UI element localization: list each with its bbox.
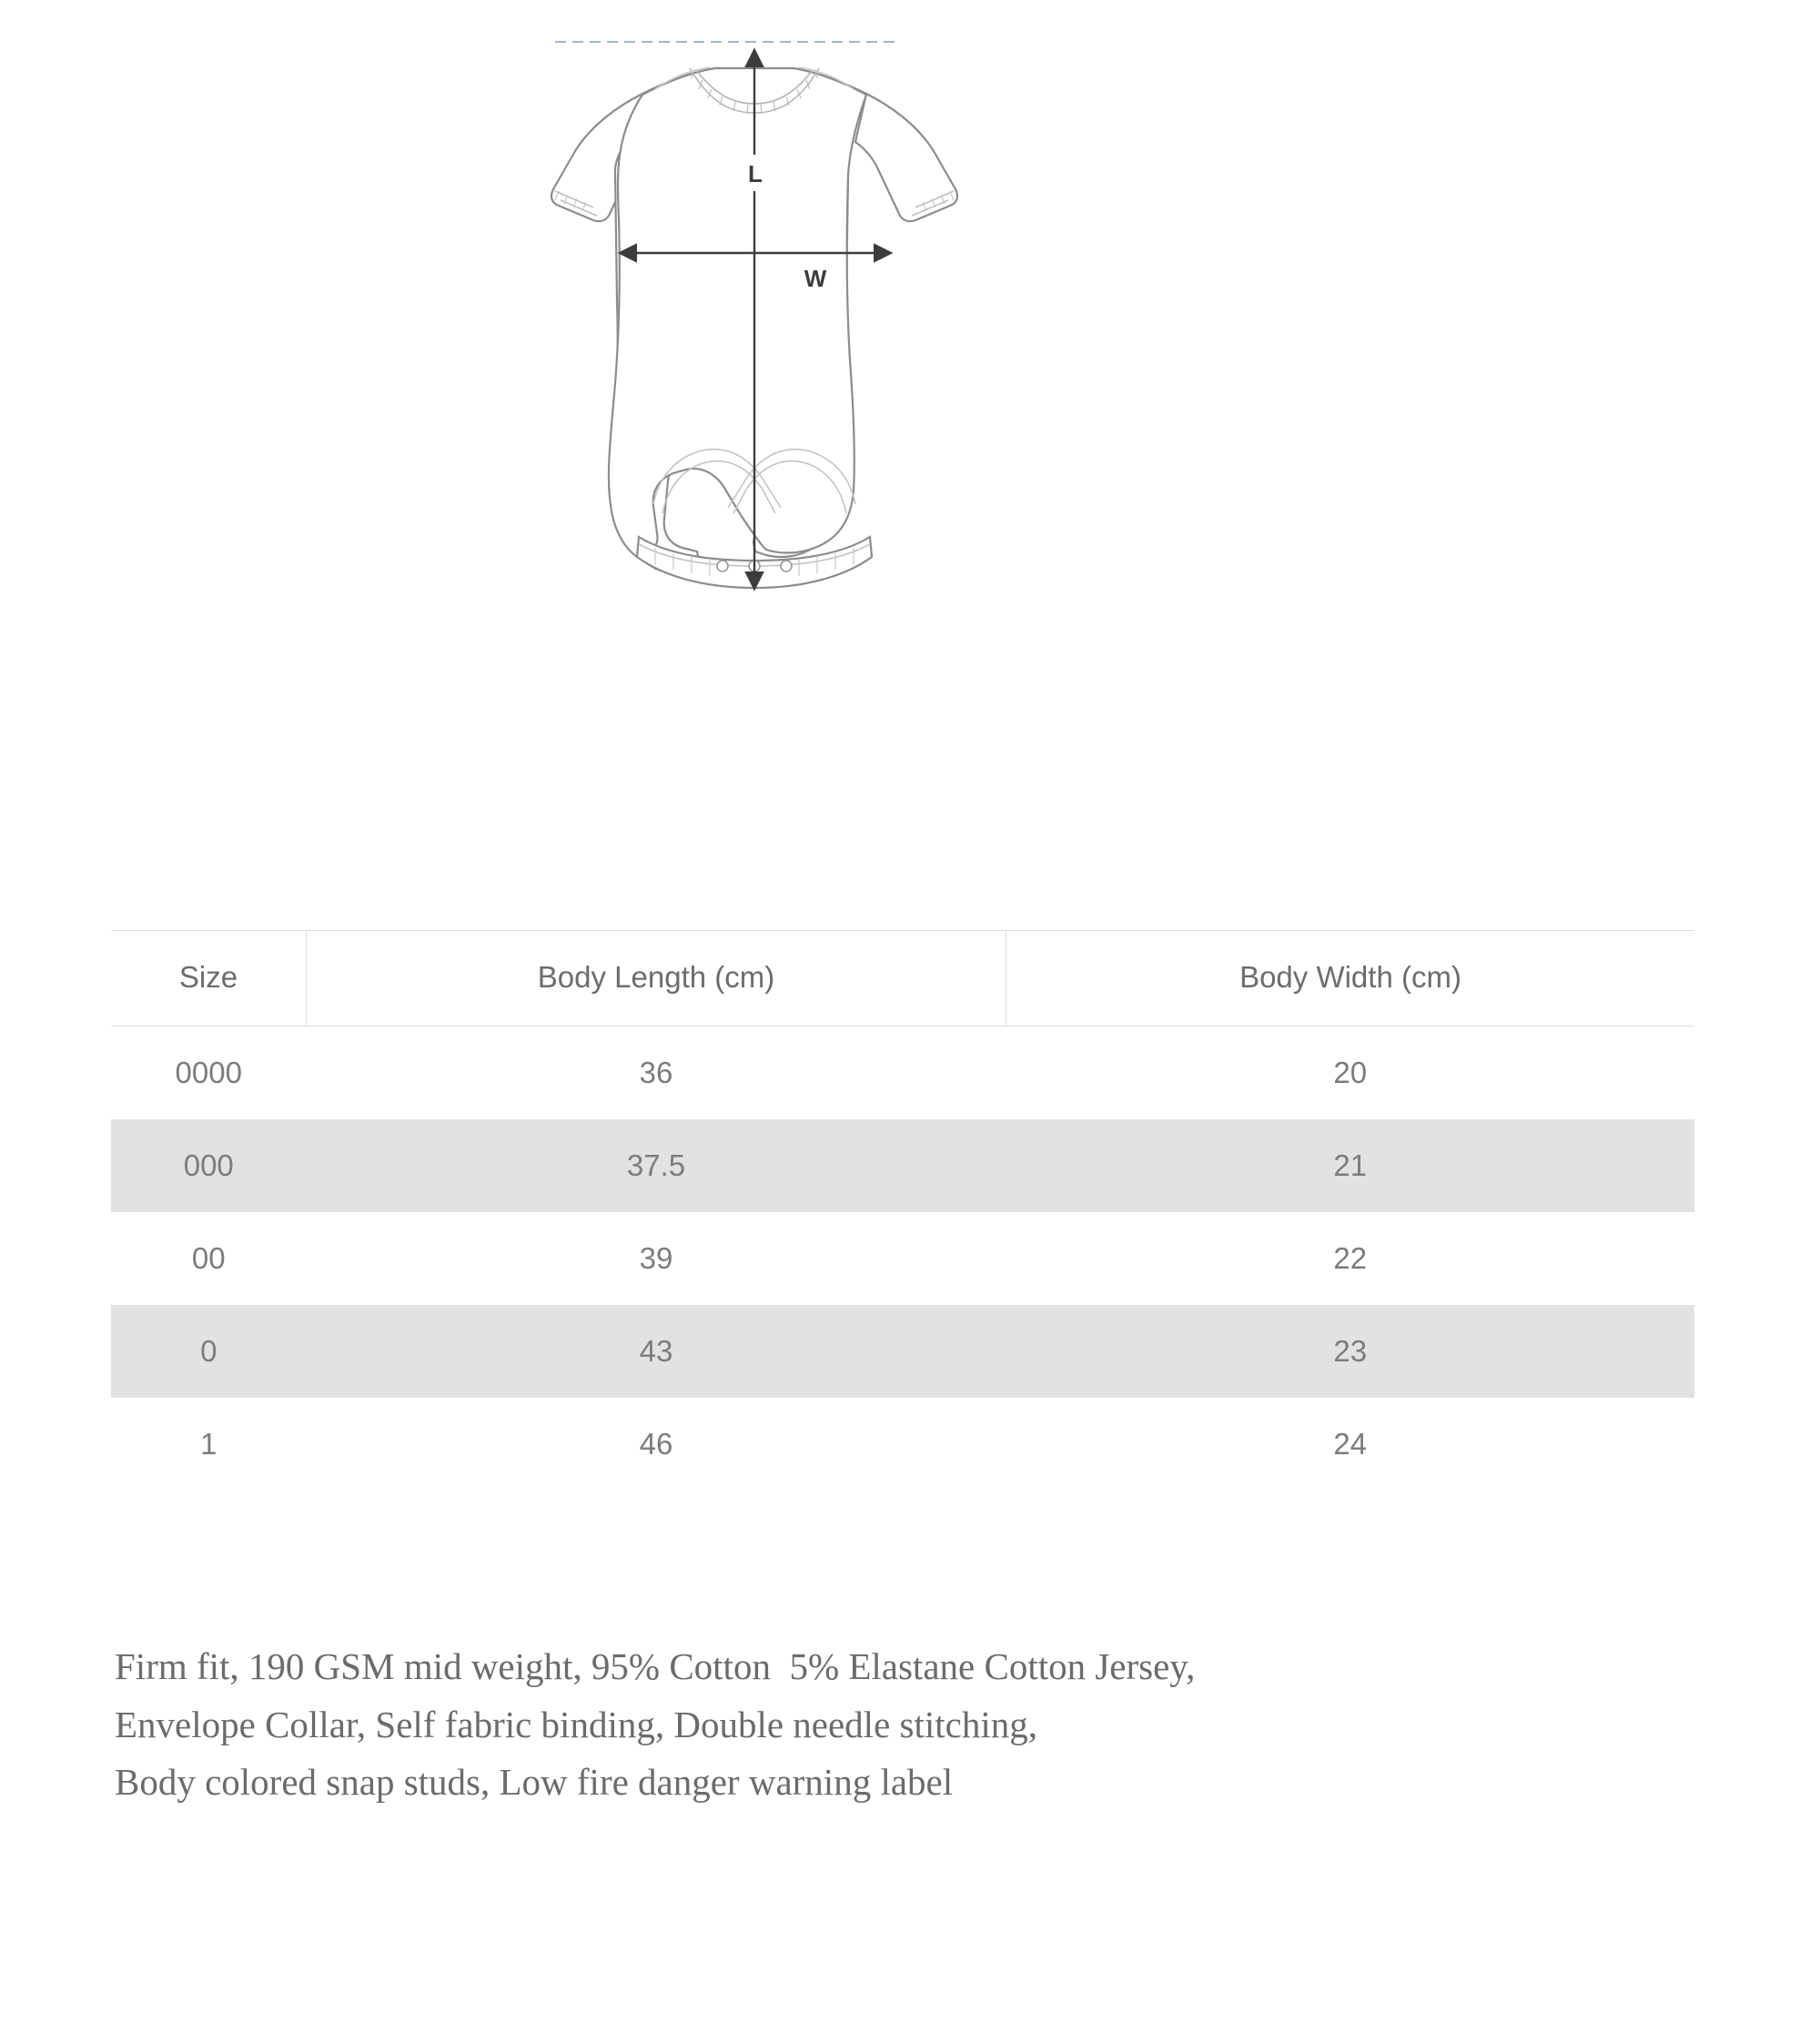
description-line-1: Firm fit, 190 GSM mid weight, 95% Cotton 5% Elastane Cotton Jersey,: [115, 1645, 1196, 1687]
cell-size: 1: [200, 1427, 217, 1461]
description-line-3: Body colored snap studs, Low fire danger warning label: [115, 1761, 954, 1804]
table-body: [111, 1027, 1694, 1492]
cell-size: 000: [111, 1119, 307, 1212]
cell-body-length: 43: [307, 1305, 1006, 1398]
cell-size: 00: [191, 1241, 226, 1275]
table-row: [111, 1398, 1694, 1491]
cell-body-width: 23: [1006, 1305, 1695, 1398]
product-description: [115, 1638, 1716, 1812]
cell-body-width: 20: [1333, 1056, 1368, 1089]
cell-body-length: 37.5: [307, 1119, 1006, 1212]
table-row: [111, 1305, 1694, 1398]
cell-body-length: 46: [639, 1427, 673, 1461]
bodysuit-illustration: [537, 27, 1283, 810]
garment-diagram: [0, 0, 1820, 819]
length-label: L: [748, 160, 763, 187]
column-header-body-length: Body Length (cm): [307, 931, 1006, 1027]
cell-size: 0000: [175, 1056, 242, 1089]
description-line-2: Envelope Collar, Self fabric binding, Double needle stitching,: [115, 1703, 1037, 1745]
table-header: [111, 931, 1694, 1027]
table-row: [111, 1212, 1694, 1305]
cell-size: 0: [111, 1305, 307, 1398]
cell-body-width: 24: [1333, 1427, 1368, 1461]
cell-body-width: 22: [1333, 1241, 1368, 1275]
cell-body-length: 36: [639, 1056, 673, 1089]
table-header-row: [111, 931, 1694, 1027]
table-row: [111, 1027, 1694, 1120]
column-header-size: Size: [111, 931, 307, 1027]
size-table: [111, 930, 1694, 1491]
size-table-container: [111, 930, 1694, 1491]
cell-body-width: 21: [1006, 1119, 1695, 1212]
width-label: W: [804, 265, 827, 292]
column-header-body-width: Body Width (cm): [1006, 931, 1695, 1027]
cell-body-length: 39: [639, 1241, 673, 1275]
table-row: [111, 1119, 1694, 1212]
